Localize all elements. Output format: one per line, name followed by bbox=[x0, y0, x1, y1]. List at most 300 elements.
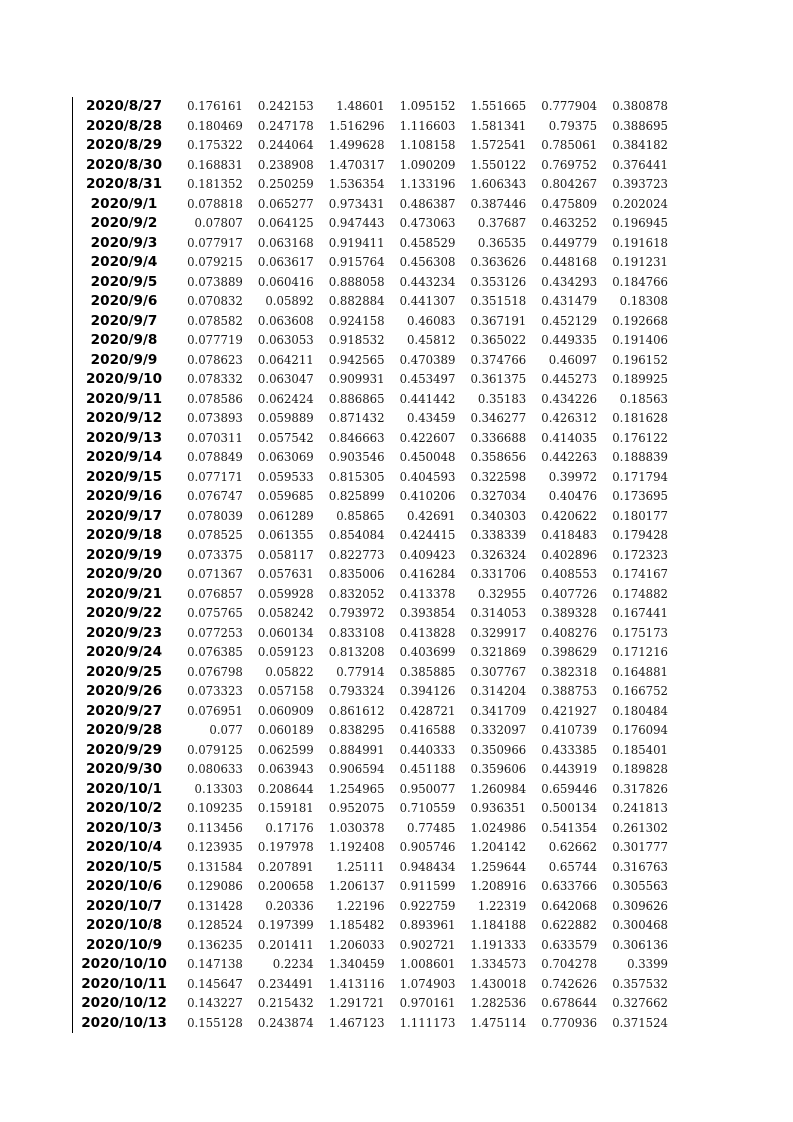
value-cell: 0.422607 bbox=[399, 430, 456, 445]
value-cell: 0.394126 bbox=[399, 684, 456, 698]
table-row bbox=[73, 97, 671, 117]
date-cell: 2020/10/5 bbox=[85, 858, 163, 875]
table-row bbox=[73, 507, 671, 527]
value-cell: 0.063069 bbox=[257, 450, 314, 464]
value-cell: 0.078818 bbox=[187, 196, 243, 211]
value-cell: 1.581341 bbox=[470, 118, 527, 133]
date-cell: 2020/9/17 bbox=[85, 507, 163, 524]
value-cell: 0.389328 bbox=[541, 606, 598, 620]
value-cell: 0.793324 bbox=[328, 684, 385, 698]
value-cell: 0.327662 bbox=[612, 996, 668, 1010]
value-cell: 0.426312 bbox=[541, 411, 598, 425]
value-cell: 0.922759 bbox=[399, 898, 456, 913]
value-cell: 0.973431 bbox=[328, 196, 385, 211]
value-cell: 0.905746 bbox=[399, 840, 456, 854]
value-cell: 0.077719 bbox=[187, 333, 243, 347]
value-cell: 0.77914 bbox=[336, 664, 385, 679]
value-cell: 0.059685 bbox=[257, 489, 314, 503]
value-cell: 0.332097 bbox=[470, 723, 527, 737]
value-cell: 0.065277 bbox=[257, 196, 314, 211]
value-cell: 0.442263 bbox=[541, 450, 598, 464]
value-cell: 1.116603 bbox=[399, 118, 456, 133]
date-cell: 2020/9/28 bbox=[85, 722, 163, 738]
value-cell: 0.346277 bbox=[470, 411, 527, 425]
value-cell: 0.39972 bbox=[548, 469, 598, 484]
value-cell: 0.063617 bbox=[257, 255, 314, 269]
date-cell: 2020/8/27 bbox=[85, 98, 163, 114]
value-cell: 0.188839 bbox=[612, 450, 668, 464]
value-cell: 0.322598 bbox=[470, 469, 527, 484]
value-cell: 0.192668 bbox=[612, 313, 668, 328]
value-cell: 0.642068 bbox=[541, 898, 598, 913]
date-cell: 2020/9/21 bbox=[85, 585, 163, 602]
value-cell: 0.305563 bbox=[612, 879, 668, 893]
table-row bbox=[73, 799, 671, 819]
value-cell: 0.241813 bbox=[612, 801, 668, 815]
value-cell: 0.181628 bbox=[612, 411, 668, 425]
date-cell: 2020/9/7 bbox=[90, 312, 158, 329]
value-cell: 0.363626 bbox=[470, 255, 527, 269]
table-row bbox=[73, 195, 671, 215]
value-cell: 0.331706 bbox=[470, 567, 527, 581]
value-cell: 0.409423 bbox=[399, 547, 456, 562]
date-cell: 2020/9/12 bbox=[85, 410, 163, 426]
table-row bbox=[73, 975, 671, 995]
value-cell: 1.430018 bbox=[470, 976, 527, 991]
value-cell: 0.359606 bbox=[470, 762, 527, 776]
value-cell: 0.886865 bbox=[328, 391, 385, 406]
value-cell: 1.111173 bbox=[399, 1015, 456, 1030]
table-row bbox=[73, 526, 671, 546]
date-cell: 2020/9/20 bbox=[85, 566, 163, 582]
date-cell: 2020/10/9 bbox=[85, 936, 163, 953]
value-cell: 0.451188 bbox=[399, 762, 456, 776]
date-cell: 2020/9/15 bbox=[85, 468, 163, 485]
value-cell: 0.452129 bbox=[541, 313, 598, 328]
date-cell: 2020/10/2 bbox=[85, 800, 163, 816]
value-cell: 0.078586 bbox=[187, 391, 243, 406]
value-cell: 0.380878 bbox=[612, 99, 668, 113]
value-cell: 0.633579 bbox=[541, 937, 598, 952]
value-cell: 0.076857 bbox=[187, 586, 243, 601]
table-row bbox=[73, 721, 671, 741]
table-row bbox=[73, 253, 671, 273]
value-cell: 0.306136 bbox=[612, 937, 668, 952]
value-cell: 0.357532 bbox=[612, 976, 668, 991]
value-cell: 0.371524 bbox=[612, 1015, 668, 1030]
value-cell: 0.073375 bbox=[187, 547, 243, 562]
data-sheet bbox=[72, 97, 671, 1033]
date-cell: 2020/9/18 bbox=[85, 527, 163, 543]
value-cell: 0.793972 bbox=[328, 606, 385, 620]
value-cell: 0.336688 bbox=[470, 430, 527, 445]
value-cell: 0.340303 bbox=[470, 508, 527, 523]
value-cell: 0.3399 bbox=[627, 957, 668, 971]
value-cell: 0.215432 bbox=[257, 996, 314, 1010]
table-row bbox=[73, 370, 671, 390]
value-cell: 0.208644 bbox=[257, 781, 314, 796]
table-row bbox=[73, 994, 671, 1014]
value-cell: 0.871432 bbox=[328, 411, 385, 425]
table-row bbox=[73, 312, 671, 332]
value-cell: 0.424415 bbox=[399, 528, 456, 542]
value-cell: 0.113456 bbox=[187, 820, 243, 835]
value-cell: 0.171216 bbox=[612, 645, 668, 659]
value-cell: 0.073323 bbox=[187, 684, 243, 698]
date-cell: 2020/10/3 bbox=[85, 819, 163, 836]
value-cell: 0.073889 bbox=[187, 274, 243, 289]
value-cell: 0.421927 bbox=[541, 703, 598, 718]
value-cell: 1.030378 bbox=[328, 820, 385, 835]
date-cell: 2020/10/10 bbox=[81, 956, 167, 972]
value-cell: 0.846663 bbox=[328, 430, 385, 445]
value-cell: 0.058242 bbox=[257, 606, 314, 620]
value-cell: 0.416284 bbox=[399, 567, 456, 581]
value-cell: 0.250259 bbox=[257, 177, 314, 191]
value-cell: 0.309626 bbox=[612, 898, 668, 913]
date-cell: 2020/10/1 bbox=[85, 780, 163, 797]
value-cell: 1.475114 bbox=[470, 1015, 527, 1030]
value-cell: 0.189925 bbox=[612, 372, 668, 386]
value-cell: 0.078525 bbox=[187, 528, 243, 542]
value-cell: 0.316763 bbox=[612, 859, 668, 874]
value-cell: 0.835006 bbox=[328, 567, 385, 581]
value-cell: 1.259644 bbox=[470, 859, 527, 874]
value-cell: 0.18308 bbox=[619, 294, 668, 308]
date-cell: 2020/8/29 bbox=[85, 137, 163, 153]
value-cell: 0.061355 bbox=[257, 528, 314, 542]
table-row bbox=[73, 624, 671, 644]
value-cell: 0.942565 bbox=[328, 352, 385, 367]
date-cell: 2020/9/6 bbox=[90, 293, 158, 309]
value-cell: 0.200658 bbox=[257, 879, 314, 893]
value-cell: 0.408553 bbox=[541, 567, 598, 581]
value-cell: 0.77485 bbox=[407, 820, 456, 835]
value-cell: 1.206137 bbox=[328, 879, 385, 893]
value-cell: 0.882884 bbox=[328, 294, 385, 308]
value-cell: 0.825899 bbox=[328, 489, 385, 503]
value-cell: 0.418483 bbox=[541, 528, 598, 542]
value-cell: 1.191333 bbox=[470, 937, 527, 952]
value-cell: 0.919411 bbox=[328, 235, 385, 250]
value-cell: 0.952075 bbox=[328, 801, 385, 815]
value-cell: 0.404593 bbox=[399, 469, 456, 484]
table-row bbox=[73, 175, 671, 195]
value-cell: 0.384182 bbox=[612, 138, 668, 152]
value-cell: 1.282536 bbox=[470, 996, 527, 1010]
table-row bbox=[73, 214, 671, 234]
value-cell: 0.080633 bbox=[187, 762, 243, 776]
value-cell: 1.185482 bbox=[328, 918, 385, 932]
table-row bbox=[73, 351, 671, 371]
table-row bbox=[73, 643, 671, 663]
value-cell: 0.143227 bbox=[187, 996, 243, 1010]
date-cell: 2020/9/4 bbox=[90, 254, 158, 270]
value-cell: 0.838295 bbox=[328, 723, 385, 737]
value-cell: 0.832052 bbox=[328, 586, 385, 601]
table-row bbox=[73, 487, 671, 507]
value-cell: 0.815305 bbox=[328, 469, 385, 484]
value-cell: 0.62662 bbox=[548, 840, 598, 854]
date-cell: 2020/9/2 bbox=[90, 215, 158, 231]
value-cell: 0.063047 bbox=[257, 372, 314, 386]
value-cell: 0.449779 bbox=[541, 235, 598, 250]
value-cell: 0.062599 bbox=[257, 742, 314, 757]
value-cell: 0.770936 bbox=[541, 1015, 598, 1030]
table-row bbox=[73, 273, 671, 293]
value-cell: 0.833108 bbox=[328, 625, 385, 640]
value-cell: 0.2234 bbox=[272, 957, 314, 971]
value-cell: 0.244064 bbox=[257, 138, 314, 152]
value-cell: 1.254965 bbox=[328, 781, 385, 796]
table-row bbox=[73, 682, 671, 702]
table-row bbox=[73, 546, 671, 566]
value-cell: 0.329917 bbox=[470, 625, 527, 640]
value-cell: 1.550122 bbox=[470, 157, 527, 172]
value-cell: 0.070311 bbox=[187, 430, 243, 445]
value-cell: 0.176122 bbox=[612, 430, 668, 445]
value-cell: 1.572541 bbox=[470, 138, 527, 152]
date-cell: 2020/10/8 bbox=[85, 917, 163, 933]
value-cell: 0.191618 bbox=[612, 235, 668, 250]
table-row bbox=[73, 234, 671, 254]
value-cell: 1.008601 bbox=[399, 957, 456, 971]
value-cell: 0.85865 bbox=[336, 508, 385, 523]
table-row bbox=[73, 136, 671, 156]
value-cell: 1.090209 bbox=[399, 157, 456, 172]
value-cell: 0.057542 bbox=[257, 430, 314, 445]
value-cell: 0.326324 bbox=[470, 547, 527, 562]
table-row bbox=[73, 117, 671, 137]
value-cell: 0.189828 bbox=[612, 762, 668, 776]
value-cell: 0.622882 bbox=[541, 918, 598, 932]
value-cell: 0.704278 bbox=[541, 957, 598, 971]
table-body bbox=[73, 97, 671, 1033]
value-cell: 0.075765 bbox=[187, 606, 243, 620]
table-row bbox=[73, 819, 671, 839]
value-cell: 0.196945 bbox=[612, 216, 668, 230]
value-cell: 0.185401 bbox=[612, 742, 668, 757]
value-cell: 0.443234 bbox=[399, 274, 456, 289]
table-row bbox=[73, 468, 671, 488]
value-cell: 0.453497 bbox=[399, 372, 456, 386]
value-cell: 0.367191 bbox=[470, 313, 527, 328]
value-cell: 0.420622 bbox=[541, 508, 598, 523]
value-cell: 0.445273 bbox=[541, 372, 598, 386]
value-cell: 0.123935 bbox=[187, 840, 243, 854]
value-cell: 1.499628 bbox=[328, 138, 385, 152]
table-row bbox=[73, 702, 671, 722]
value-cell: 0.060134 bbox=[257, 625, 314, 640]
value-cell: 0.769752 bbox=[541, 157, 598, 172]
value-cell: 0.443919 bbox=[541, 762, 598, 776]
table-row bbox=[73, 877, 671, 897]
table-row bbox=[73, 955, 671, 975]
date-cell: 2020/9/13 bbox=[85, 429, 163, 446]
value-cell: 0.374766 bbox=[470, 352, 527, 367]
value-cell: 1.095152 bbox=[399, 99, 456, 113]
value-cell: 1.108158 bbox=[399, 138, 456, 152]
date-cell: 2020/9/8 bbox=[90, 332, 158, 348]
value-cell: 0.486387 bbox=[399, 196, 456, 211]
value-cell: 0.184766 bbox=[612, 274, 668, 289]
value-cell: 0.42691 bbox=[407, 508, 456, 523]
value-cell: 0.414035 bbox=[541, 430, 598, 445]
value-cell: 1.334573 bbox=[470, 957, 527, 971]
value-cell: 0.854084 bbox=[328, 528, 385, 542]
value-cell: 1.467123 bbox=[328, 1015, 385, 1030]
value-cell: 0.79375 bbox=[548, 118, 598, 133]
value-cell: 0.159181 bbox=[257, 801, 314, 815]
value-cell: 0.077917 bbox=[187, 235, 243, 250]
value-cell: 0.061289 bbox=[257, 508, 314, 523]
value-cell: 0.301777 bbox=[612, 840, 668, 854]
value-cell: 0.385885 bbox=[399, 664, 456, 679]
value-cell: 0.05822 bbox=[265, 664, 314, 679]
value-cell: 0.164881 bbox=[612, 664, 668, 679]
value-cell: 0.950077 bbox=[399, 781, 456, 796]
value-cell: 0.129086 bbox=[187, 879, 243, 893]
date-cell: 2020/10/7 bbox=[85, 897, 163, 914]
table-row bbox=[73, 858, 671, 878]
value-cell: 0.171794 bbox=[612, 469, 668, 484]
value-cell: 0.785061 bbox=[541, 138, 598, 152]
value-cell: 0.434226 bbox=[541, 391, 598, 406]
value-cell: 0.145647 bbox=[187, 976, 243, 991]
value-cell: 1.206033 bbox=[328, 937, 385, 952]
value-cell: 0.407726 bbox=[541, 586, 598, 601]
table-row bbox=[73, 760, 671, 780]
date-cell: 2020/8/30 bbox=[85, 156, 163, 173]
value-cell: 0.376441 bbox=[612, 157, 668, 172]
value-cell: 0.242153 bbox=[257, 99, 314, 113]
value-cell: 1.413116 bbox=[328, 976, 385, 991]
value-cell: 0.077 bbox=[209, 723, 243, 737]
value-cell: 1.340459 bbox=[328, 957, 385, 971]
value-cell: 0.387446 bbox=[470, 196, 527, 211]
value-cell: 0.131584 bbox=[187, 859, 243, 874]
value-cell: 0.147138 bbox=[187, 957, 243, 971]
value-cell: 0.456308 bbox=[399, 255, 456, 269]
value-cell: 0.948434 bbox=[399, 859, 456, 874]
date-cell: 2020/10/12 bbox=[81, 995, 167, 1011]
value-cell: 0.180177 bbox=[612, 508, 668, 523]
value-cell: 1.536354 bbox=[328, 177, 385, 191]
value-cell: 0.13303 bbox=[194, 781, 243, 796]
value-cell: 0.064125 bbox=[257, 216, 314, 230]
value-cell: 0.063608 bbox=[257, 313, 314, 328]
value-cell: 0.063053 bbox=[257, 333, 314, 347]
value-cell: 0.408276 bbox=[541, 625, 598, 640]
value-cell: 0.936351 bbox=[470, 801, 527, 815]
value-cell: 0.659446 bbox=[541, 781, 598, 796]
value-cell: 0.247178 bbox=[257, 118, 314, 133]
value-cell: 0.970161 bbox=[399, 996, 456, 1010]
date-cell: 2020/10/4 bbox=[85, 839, 163, 855]
value-cell: 0.710559 bbox=[399, 801, 456, 815]
value-cell: 0.181352 bbox=[187, 177, 243, 191]
table-row bbox=[73, 780, 671, 800]
value-cell: 0.410206 bbox=[399, 489, 456, 503]
value-cell: 0.073893 bbox=[187, 411, 243, 425]
value-cell: 0.40476 bbox=[548, 489, 598, 503]
table-row bbox=[73, 838, 671, 858]
value-cell: 0.338339 bbox=[470, 528, 527, 542]
value-cell: 0.059533 bbox=[257, 469, 314, 484]
value-cell: 0.064211 bbox=[257, 352, 314, 367]
value-cell: 0.136235 bbox=[187, 937, 243, 952]
value-cell: 0.063168 bbox=[257, 235, 314, 250]
table-row bbox=[73, 292, 671, 312]
value-cell: 0.20336 bbox=[265, 898, 314, 913]
value-cell: 0.172323 bbox=[612, 547, 668, 562]
value-cell: 0.077253 bbox=[187, 625, 243, 640]
value-cell: 0.777904 bbox=[541, 99, 598, 113]
date-cell: 2020/9/9 bbox=[90, 351, 158, 368]
value-cell: 0.078332 bbox=[187, 372, 243, 386]
value-cell: 0.077171 bbox=[187, 469, 243, 484]
value-cell: 0.440333 bbox=[399, 742, 456, 757]
value-cell: 0.36535 bbox=[477, 235, 527, 250]
value-cell: 0.822773 bbox=[328, 547, 385, 562]
table-row bbox=[73, 936, 671, 956]
table-row bbox=[73, 448, 671, 468]
date-cell: 2020/10/11 bbox=[81, 975, 167, 992]
value-cell: 0.403699 bbox=[399, 645, 456, 659]
value-cell: 0.076798 bbox=[187, 664, 243, 679]
value-cell: 0.243874 bbox=[257, 1015, 314, 1030]
date-cell: 2020/9/25 bbox=[85, 663, 163, 680]
value-cell: 0.078623 bbox=[187, 352, 243, 367]
value-cell: 0.300468 bbox=[612, 918, 668, 932]
value-cell: 0.402896 bbox=[541, 547, 598, 562]
value-cell: 0.179428 bbox=[612, 528, 668, 542]
value-cell: 0.393854 bbox=[399, 606, 456, 620]
value-cell: 0.35183 bbox=[477, 391, 527, 406]
value-cell: 0.398629 bbox=[541, 645, 598, 659]
value-cell: 0.059928 bbox=[257, 586, 314, 601]
value-cell: 0.678644 bbox=[541, 996, 598, 1010]
value-cell: 0.128524 bbox=[187, 918, 243, 932]
value-cell: 0.18563 bbox=[619, 391, 668, 406]
table-row bbox=[73, 565, 671, 585]
value-cell: 0.350966 bbox=[470, 742, 527, 757]
date-cell: 2020/8/31 bbox=[85, 176, 163, 192]
value-cell: 0.079125 bbox=[187, 742, 243, 757]
value-cell: 0.059123 bbox=[257, 645, 314, 659]
value-cell: 1.551665 bbox=[470, 99, 527, 113]
date-cell: 2020/9/29 bbox=[85, 741, 163, 758]
value-cell: 0.238908 bbox=[257, 157, 314, 172]
value-cell: 0.434293 bbox=[541, 274, 598, 289]
value-cell: 0.861612 bbox=[328, 703, 385, 718]
table-row bbox=[73, 390, 671, 410]
value-cell: 0.341709 bbox=[470, 703, 527, 718]
date-cell: 2020/8/28 bbox=[85, 117, 163, 134]
value-cell: 1.22319 bbox=[477, 898, 527, 913]
value-cell: 0.321869 bbox=[470, 645, 527, 659]
value-cell: 0.07807 bbox=[194, 216, 243, 230]
value-cell: 0.109235 bbox=[187, 801, 243, 815]
value-cell: 0.180469 bbox=[187, 118, 243, 133]
value-cell: 0.173695 bbox=[612, 489, 668, 503]
value-cell: 0.416588 bbox=[399, 723, 456, 737]
value-cell: 1.606343 bbox=[470, 177, 527, 191]
value-cell: 0.915764 bbox=[328, 255, 385, 269]
value-cell: 0.441307 bbox=[399, 294, 456, 308]
value-cell: 0.46097 bbox=[548, 352, 598, 367]
value-cell: 0.180484 bbox=[612, 703, 668, 718]
